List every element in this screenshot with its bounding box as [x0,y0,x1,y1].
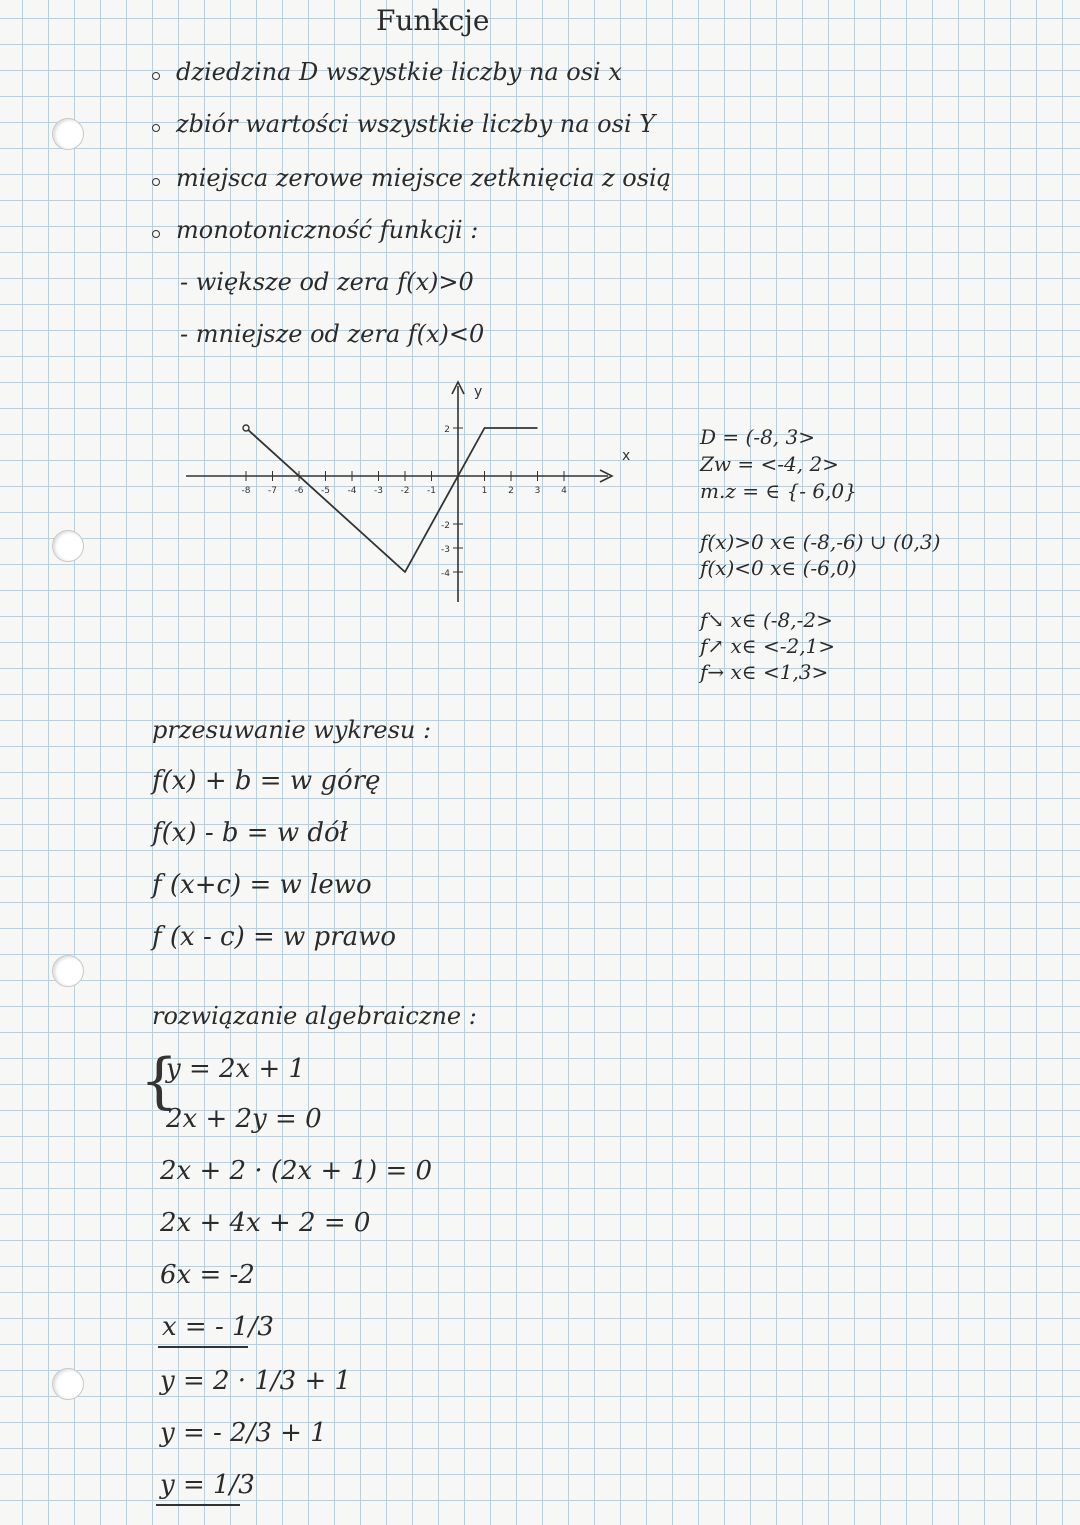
sign-positive: - większe od zera f(x)>0 [180,268,474,296]
result-underline [156,1504,240,1506]
note-decreasing: f↘ x∈ (-8,-2> [700,608,833,632]
x-tick-label: -2 [400,486,410,496]
y-tick-label: 2 [444,425,450,435]
algebra-title: rozwiązanie algebraiczne : [152,1002,477,1030]
x-tick-label: 2 [508,486,514,496]
binder-hole-1 [52,118,84,150]
shift-up: f(x) + b = w górę [152,766,381,796]
binder-hole-3 [52,955,84,987]
x-tick-label: -8 [241,486,251,496]
x-axis-label: x [622,448,631,464]
note-constant: f→ x∈ <1,3> [700,660,829,684]
result-underline [158,1346,248,1348]
sign-negative: - mniejsze od zera f(x)<0 [180,320,485,348]
function-graph [180,380,640,620]
shift-down: f(x) - b = w dół [152,818,349,848]
x-tick-label: -1 [427,486,436,496]
shift-title: przesuwanie wykresu : [152,716,432,744]
x-tick-label: -3 [374,486,383,496]
shift-left: f (x+c) = w lewo [152,870,372,900]
note-zeros: m.z = ∈ {- 6,0} [700,479,857,503]
step-3: 6x = -2 [160,1260,255,1290]
bullet-dot [152,72,160,80]
open-endpoint [243,425,249,431]
binder-hole-2 [52,530,84,562]
note-positive: f(x)>0 x∈ (-8,-6) ∪ (0,3) [700,530,941,554]
step-7-y: y = 1/3 [160,1470,255,1500]
function-line [246,428,538,572]
x-tick-label: -7 [268,486,277,496]
x-tick-label: -4 [347,486,357,496]
step-4-x: x = - 1/3 [162,1312,274,1342]
definition-monotonicity: monotoniczność funkcji : [176,216,479,244]
x-tick-label: 3 [534,486,541,496]
shift-right: f (x - c) = w prawo [152,922,397,952]
definition-domain: dziedzina D wszystkie liczby na osi x [176,58,622,86]
x-tick-label: 1 [481,486,488,496]
y-tick-label: -4 [441,569,450,579]
bullet-dot [152,124,160,132]
x-tick-label: -5 [321,486,330,496]
binder-hole-4 [52,1368,84,1400]
note-range: Zw = <-4, 2> [700,452,839,476]
y-tick-label: -2 [441,521,450,531]
step-6: y = - 2/3 + 1 [160,1418,327,1448]
y-axis-label: y [474,384,483,400]
y-tick-label: -3 [441,545,450,555]
system-equation-1: y = 2x + 1 [166,1054,306,1084]
note-domain: D = (-8, 3> [700,425,815,449]
graph-layer [186,382,630,602]
step-1: 2x + 2 · (2x + 1) = 0 [160,1156,433,1186]
x-tick-label: 4 [561,486,567,496]
system-brace: { [140,1046,179,1116]
bullet-dot [152,178,160,186]
note-negative: f(x)<0 x∈ (-6,0) [700,556,857,580]
x-tick-label: -6 [294,486,304,496]
definition-range: zbiór wartości wszystkie liczby na osi Y [176,110,656,138]
note-increasing: f↗ x∈ <-2,1> [700,634,836,658]
page-title: Funkcje [376,4,490,37]
step-2: 2x + 4x + 2 = 0 [160,1208,371,1238]
step-5: y = 2 · 1/3 + 1 [160,1366,352,1396]
system-equation-2: 2x + 2y = 0 [166,1104,322,1134]
definition-zeros: miejsca zerowe miejsce zetknięcia z osią [176,164,672,192]
bullet-dot [152,230,160,238]
